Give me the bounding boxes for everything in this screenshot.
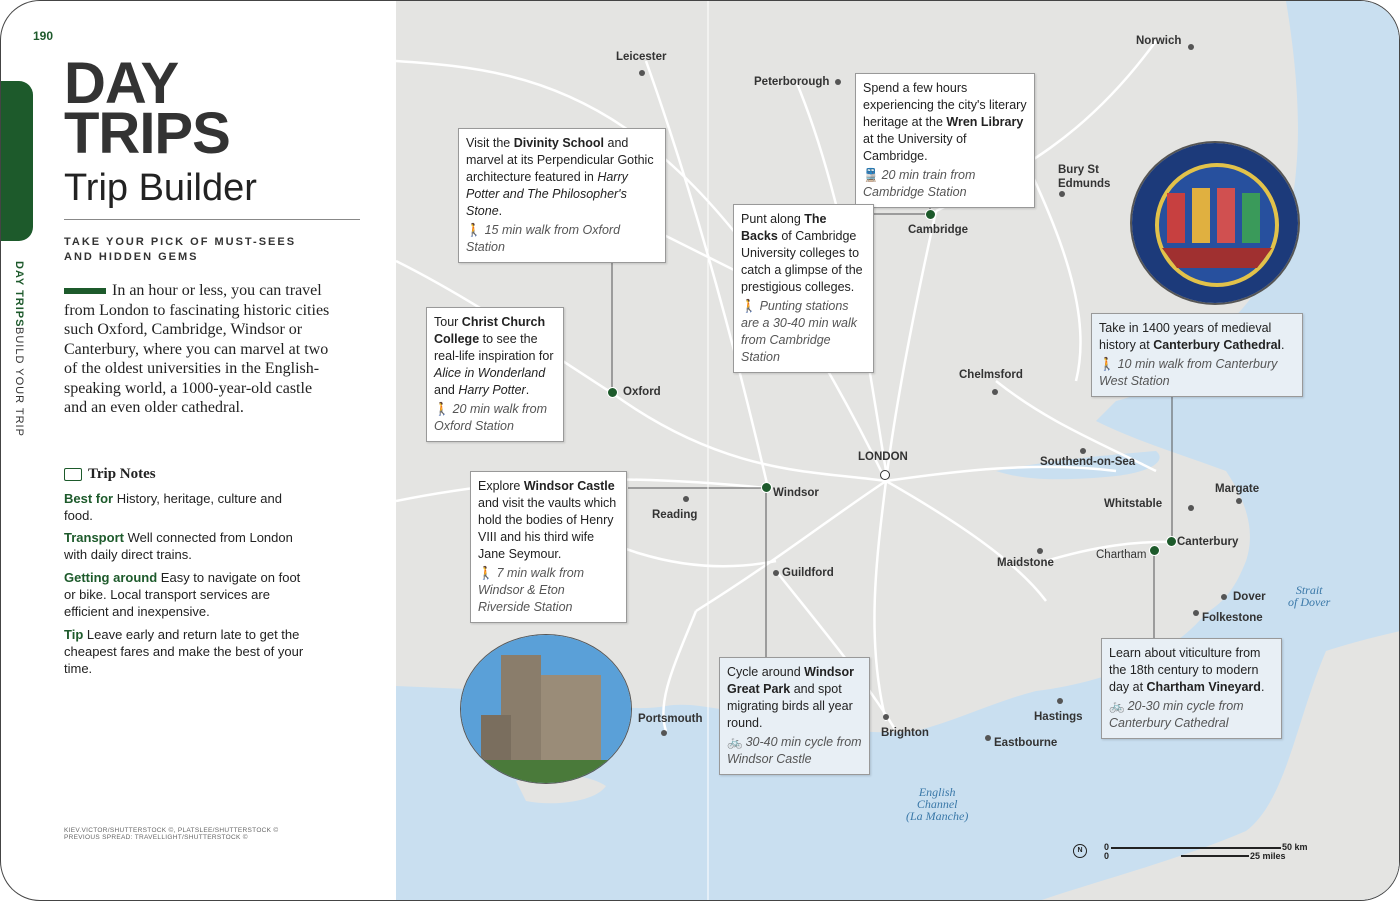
sea-strait-of-dover	[1288, 584, 1330, 608]
callout-text: and marvel at its Perpendicular Gothic architecture featured in	[466, 136, 654, 184]
dot-leicester	[639, 70, 645, 76]
dot-margate	[1236, 498, 1242, 504]
dot-southend	[1080, 448, 1086, 454]
callout-sub-text: 20 min walk from Oxford Station	[434, 402, 548, 433]
town-reading: Reading	[652, 509, 698, 521]
town-brighton: Brighton	[881, 727, 929, 739]
intro-text: In an hour or less, you can travel from London to fascinating historic cities such Oxford, Cambridge, Windsor or Canterbury, where you can marvel at two of the oldest universities in the English-speaking world, a 1000-year-old castle and an even older cathedral.	[64, 282, 330, 416]
note-tip	[64, 626, 304, 677]
stained-glass-image	[1132, 143, 1300, 305]
dot-reading	[683, 496, 689, 502]
callout-chartham-vineyard	[1101, 638, 1282, 739]
note-getting-around	[64, 569, 304, 620]
marker-windsor	[761, 482, 772, 493]
callout-sub-text: 10 min walk from Canterbury West Station	[1099, 357, 1278, 388]
town-bury-line1: Bury St	[1058, 164, 1099, 176]
callout-the-backs	[733, 204, 874, 373]
note-text: History, heritage, culture and food.	[64, 491, 282, 523]
town-whitstable: Whitstable	[1104, 498, 1163, 510]
sea-label-line: of Dover	[1288, 595, 1331, 609]
callout-text: at the University of Cambridge.	[863, 132, 967, 163]
note-text: Leave early and return late to get the cheapest fares and make the best of your time.	[64, 627, 304, 676]
callout-highlight: The Backs	[741, 212, 827, 243]
walk-icon: 🚶	[466, 223, 482, 237]
callout-sub-text: 20-30 min cycle from Canterbury Cathedral	[1109, 699, 1244, 730]
town-windsor: Windsor	[773, 487, 819, 499]
callout-text: and	[434, 383, 459, 397]
dot-norwich	[1188, 44, 1194, 50]
marker-chartham	[1149, 545, 1160, 556]
dot-peterborough	[835, 79, 841, 85]
vertical-chapter-label	[13, 261, 25, 437]
town-folkestone: Folkestone	[1202, 612, 1263, 624]
dot-folkestone	[1193, 610, 1199, 616]
callout-text: Punt along	[741, 212, 805, 226]
callout-text: and visit the vaults which hold the bodies of Henry VIII and his third wife Jane Seymour.	[478, 496, 617, 561]
dot-maidstone	[1037, 548, 1043, 554]
callout-windsor-castle	[470, 471, 627, 623]
callout-subtext	[1109, 698, 1274, 732]
callout-highlight: Christ Church College	[434, 315, 546, 346]
scale-zero-miles: 0	[1104, 851, 1110, 861]
bicycle-icon: 🚲	[1109, 699, 1125, 713]
title-line-2: TRIPS	[64, 101, 230, 166]
callout-divinity-school	[458, 128, 666, 263]
callout-subtext	[478, 565, 619, 616]
dot-chelmsford	[992, 389, 998, 395]
town-dover: Dover	[1233, 591, 1266, 603]
dot-portsmouth	[661, 730, 667, 736]
callout-text: Take in 1400 years of medieval history at	[1099, 321, 1272, 352]
town-hastings: Hastings	[1034, 711, 1083, 723]
callout-subtext	[863, 167, 1027, 201]
marker-canterbury	[1166, 536, 1177, 547]
town-chelmsford: Chelmsford	[959, 369, 1023, 381]
callout-text: .	[1260, 680, 1265, 694]
callout-text: and spot migrating birds all year round.	[727, 682, 853, 730]
windsor-castle-photo	[460, 634, 632, 784]
scale-km-label: 50 km	[1282, 842, 1308, 852]
bicycle-icon: 🚲	[727, 735, 743, 749]
walk-icon: 🚶	[741, 299, 757, 313]
town-canterbury: Canterbury	[1177, 536, 1239, 548]
callout-canterbury-cathedral	[1091, 313, 1303, 397]
callout-text: Visit the	[466, 136, 514, 150]
dot-eastbourne	[985, 735, 991, 741]
marker-cambridge	[925, 209, 936, 220]
walk-icon: 🚶	[478, 566, 494, 580]
town-chartham: Chartham	[1096, 549, 1147, 561]
town-london: LONDON	[858, 451, 908, 463]
callout-sub-text: 20 min train from Cambridge Station	[863, 168, 976, 199]
callout-sub-text: 7 min walk from Windsor & Eton Riverside Station	[478, 566, 585, 614]
town-bury	[1058, 163, 1110, 191]
scale-miles-label: 25 miles	[1250, 851, 1286, 861]
north-arrow-icon: N	[1073, 844, 1087, 858]
callout-text: .	[498, 204, 503, 218]
divider	[64, 219, 360, 220]
marker-oxford	[607, 387, 618, 398]
callout-text: Learn about viticulture from the 18th century to modern day at	[1109, 646, 1261, 694]
page-number: 190	[33, 29, 54, 43]
callout-christ-church	[426, 307, 564, 442]
note-label: Tip	[64, 627, 84, 642]
intro-bar	[64, 288, 106, 294]
castle-image	[461, 635, 632, 784]
callout-highlight: Windsor Castle	[523, 479, 615, 493]
dot-hastings	[1057, 698, 1063, 704]
callout-subtext	[1099, 356, 1295, 390]
callout-sub-text: 30-40 min cycle from Windsor Castle	[727, 735, 862, 766]
town-eastbourne: Eastbourne	[994, 737, 1058, 749]
callout-italic: Harry Potter and The Philosopher's Stone	[466, 170, 628, 218]
walk-icon: 🚶	[434, 402, 450, 416]
page-subtitle: Trip Builder	[64, 167, 257, 209]
left-page	[0, 0, 396, 901]
callout-sub-text: 15 min walk from Oxford Station	[466, 223, 621, 254]
town-southend: Southend-on-Sea	[1040, 456, 1136, 468]
callout-highlight: Canterbury Cathedral	[1153, 338, 1281, 352]
town-cambridge: Cambridge	[908, 224, 969, 236]
sea-label-line: English	[918, 785, 956, 799]
dot-bury	[1059, 191, 1065, 197]
kicker: TAKE YOUR PICK OF MUST-SEES AND HIDDEN GEMS	[64, 236, 297, 263]
trip-notes-heading	[64, 466, 156, 483]
town-leicester: Leicester	[616, 51, 667, 63]
town-oxford: Oxford	[623, 386, 661, 398]
map-icon	[64, 468, 82, 481]
london-star-icon	[880, 470, 890, 480]
callout-text: .	[525, 383, 530, 397]
title-line-1: DAY	[64, 51, 179, 116]
sea-label-line: Channel	[916, 797, 958, 811]
callout-highlight: Wren Library	[946, 115, 1024, 129]
note-label: Best for	[64, 491, 114, 506]
town-norwich: Norwich	[1136, 35, 1182, 47]
town-bury-line2: Edmunds	[1058, 178, 1111, 190]
dot-dover	[1221, 594, 1227, 600]
note-text: Well connected from London with daily direct trains.	[64, 530, 293, 562]
intro-paragraph	[64, 281, 339, 418]
callout-wren-library	[855, 73, 1035, 208]
dot-whitstable	[1188, 505, 1194, 511]
scale-zero-km: 0	[1104, 842, 1110, 852]
callout-text: Tour	[434, 315, 462, 329]
subsection-label: BUILD YOUR TRIP	[13, 327, 25, 438]
note-best-for	[64, 490, 304, 524]
callout-subtext	[727, 734, 862, 768]
callout-windsor-great-park	[719, 657, 870, 775]
trip-notes-title: Trip Notes	[88, 466, 156, 482]
scale-line-miles	[1181, 855, 1249, 857]
sea-label-line: Strait	[1295, 583, 1323, 597]
town-portsmouth: Portsmouth	[638, 713, 703, 725]
stained-glass-photo	[1130, 141, 1300, 305]
chapter-tab	[1, 81, 33, 241]
callout-text: Spend a few hours experiencing the city's literary heritage at the	[863, 81, 1027, 129]
scale-line-km	[1111, 847, 1281, 849]
callout-text: of Cambridge University colleges to catch a glimpse of the prestigious colleges.	[741, 229, 863, 294]
callout-sub-text: Punting stations are a 30-40 min walk from Cambridge Station	[741, 299, 858, 364]
note-label: Transport	[64, 530, 124, 545]
note-label: Getting around	[64, 570, 158, 585]
town-margate: Margate	[1215, 483, 1260, 495]
callout-subtext	[466, 222, 658, 256]
walk-icon: 🚶	[1099, 357, 1115, 371]
dot-brighton	[883, 714, 889, 720]
photo-credit: KIEV.VICTOR/SHUTTERSTOCK ©, PLATSLEE/SHUTTERSTOCK © PREVIOUS SPREAD: TRAVELLIGHT/SHUTTERSTOCK ©	[64, 827, 279, 841]
callout-highlight: Divinity School	[513, 136, 605, 150]
callout-highlight: Windsor Great Park	[727, 665, 855, 696]
page-title	[64, 51, 230, 166]
town-maidstone: Maidstone	[997, 557, 1054, 569]
note-text: Easy to navigate on foot or bike. Local transport services are efficient and inexpensive.	[64, 570, 301, 619]
dot-guildford	[773, 570, 779, 576]
callout-italic: Alice in Wonderland	[434, 366, 546, 380]
town-peterborough: Peterborough	[754, 76, 830, 88]
sea-label-line: (La Manche)	[906, 809, 969, 823]
callout-text: to see the real-life inspiration for	[434, 332, 554, 363]
town-guildford: Guildford	[782, 567, 834, 579]
callout-highlight: Chartham Vineyard	[1146, 680, 1261, 694]
train-icon: 🚆	[863, 168, 879, 182]
note-transport	[64, 529, 304, 563]
sea-english-channel	[906, 786, 968, 822]
callout-text: .	[1281, 338, 1285, 352]
callout-subtext	[741, 298, 866, 366]
callout-text: Explore	[478, 479, 524, 493]
callout-italic: Harry Potter	[458, 383, 526, 397]
callout-text: Cycle around	[727, 665, 805, 679]
callout-subtext	[434, 401, 556, 435]
map	[396, 0, 1400, 901]
section-label: DAY TRIPS	[13, 261, 25, 328]
